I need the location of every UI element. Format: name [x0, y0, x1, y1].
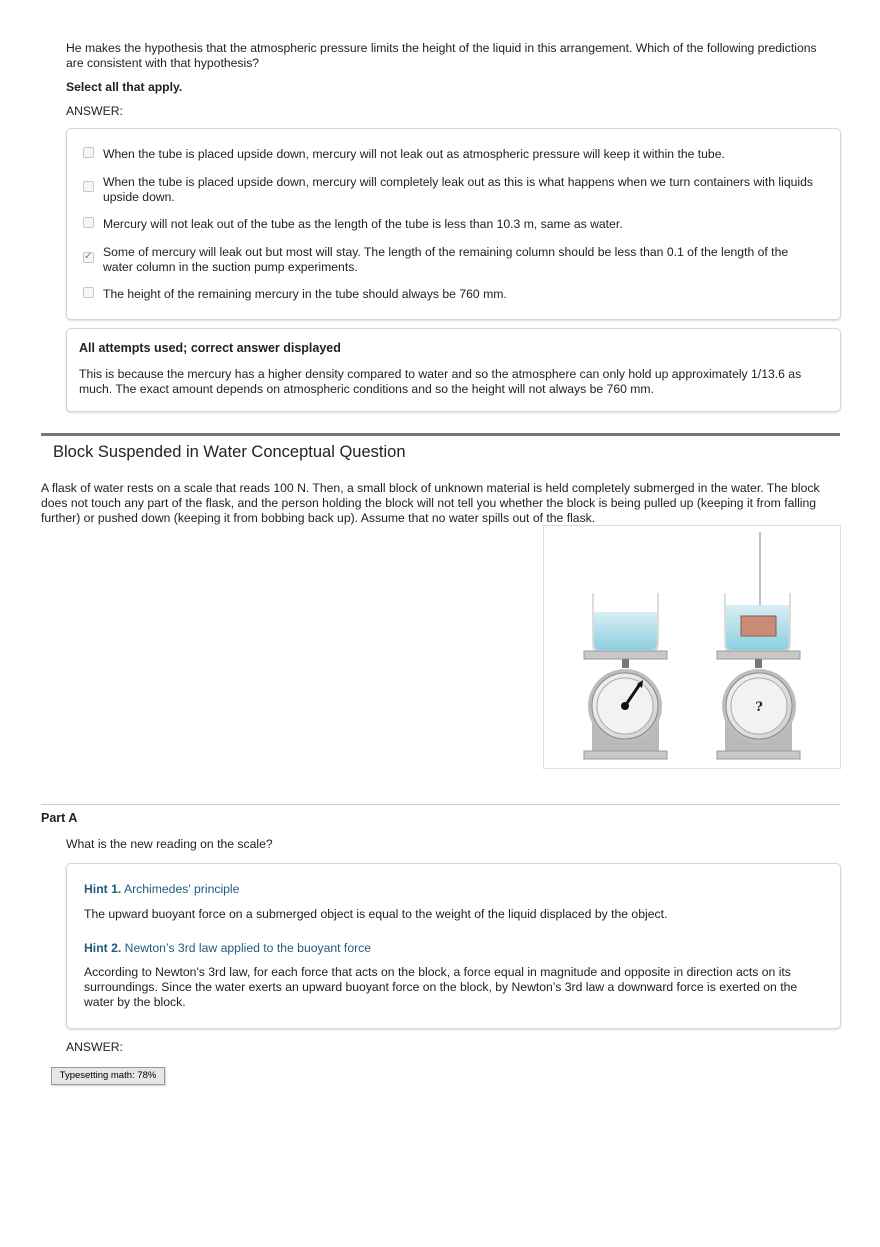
left-scale — [584, 593, 667, 759]
hint-1-text: The upward buoyant force on a submerged object is equal to the weight of the liquid displaced by the object. — [84, 907, 668, 921]
section-title: Block Suspended in Water Conceptual Question — [53, 443, 406, 461]
feedback-title: All attempts used; correct answer displayed — [79, 341, 341, 355]
hint-1-title[interactable]: Archimedes' principle — [123, 882, 240, 896]
choice-5-text: The height of the remaining mercury in the tube should always be 760 mm. — [103, 287, 507, 301]
select-all-instruction: Select all that apply. — [66, 80, 183, 94]
hints-box — [66, 863, 841, 1029]
submerged-block — [741, 616, 776, 636]
choice-1-checkbox[interactable] — [83, 147, 94, 158]
hint-1-heading[interactable] — [84, 882, 239, 897]
choice-3-text: Mercury will not leak out of the tube as the length of the tube is less than 10.3 m, same as water. — [103, 217, 623, 231]
choice-4-text: Some of mercury will leak out but most will stay. The length of the remaining column should be less than 0.1 of the length of the water column in the suction pump experiments. — [103, 245, 789, 274]
hint-2-title[interactable]: Newton’s 3rd law applied to the buoyant force — [124, 941, 372, 955]
scales-illustration — [544, 526, 840, 768]
choice-3[interactable] — [83, 217, 813, 232]
choice-5-checkbox[interactable] — [83, 287, 94, 298]
choice-3-checkbox[interactable] — [83, 217, 94, 228]
left-water — [594, 612, 657, 650]
choice-2-checkbox[interactable] — [83, 181, 94, 192]
problem-statement: A flask of water rests on a scale that reads 100 N. Then, a small block of unknown material is held completely submerged in the water. The block does not touch any part of the flask, and the person holding the block will not tell you whether the block is being pulled up (keeping it from falling further) or pushed down (keeping it from bobbing back up). Assume that no water spills out of the flask. — [41, 481, 820, 525]
hint-2-text: According to Newton's 3rd law, for each force that acts on the block, a force equal in magnitude and opposite in direction acts on its surroundings. Since the water exerts an upward buoyant force on the block, by Newton’s 3rd law a downward force is exerted on the water by the block. — [84, 965, 798, 1009]
choice-1-text: When the tube is placed upside down, mercury will not leak out as atmospheric pressure will keep it within the tube. — [103, 147, 725, 161]
part-a-title: Part A — [41, 811, 78, 825]
choice-5[interactable] — [83, 287, 813, 302]
choice-1[interactable] — [83, 147, 813, 162]
choice-2-text: When the tube is placed upside down, mercury will completely leak out as this is what happens when we turn containers with liquids upside down. — [103, 175, 813, 204]
feedback-box — [66, 328, 841, 412]
hint-2-number: Hint 2. — [84, 941, 122, 955]
choice-2[interactable] — [83, 175, 813, 205]
answer-choices-box — [66, 128, 841, 320]
choice-4[interactable] — [83, 245, 813, 275]
choice-4-checkbox[interactable] — [83, 252, 94, 263]
right-scale — [717, 532, 800, 759]
right-scale-platform — [717, 651, 800, 659]
answer-label: ANSWER: — [66, 104, 123, 118]
left-scale-platform — [584, 651, 667, 659]
question-intro: He makes the hypothesis that the atmospheric pressure limits the height of the liquid in this arrangement. Which of the following predictions are consistent with that hypothesis? — [66, 41, 817, 70]
feedback-text: This is because the mercury has a higher density compared to water and so the atmosphere can only hold up approximately 1/13.6 as much. The exact amount depends on atmospheric conditions and so the height will not always be 760 mm. — [79, 367, 802, 396]
part-a-question: What is the new reading on the scale? — [66, 837, 273, 851]
part-a-answer-label: ANSWER: — [66, 1040, 123, 1054]
hint-1-number: Hint 1. — [84, 882, 122, 896]
hint-2-heading[interactable] — [84, 941, 371, 956]
section-divider — [41, 433, 840, 436]
scale-figure — [543, 525, 841, 769]
unknown-reading-label: ? — [755, 700, 763, 715]
typesetting-status: Typesetting math: 78% — [51, 1067, 165, 1085]
part-divider — [41, 804, 840, 805]
